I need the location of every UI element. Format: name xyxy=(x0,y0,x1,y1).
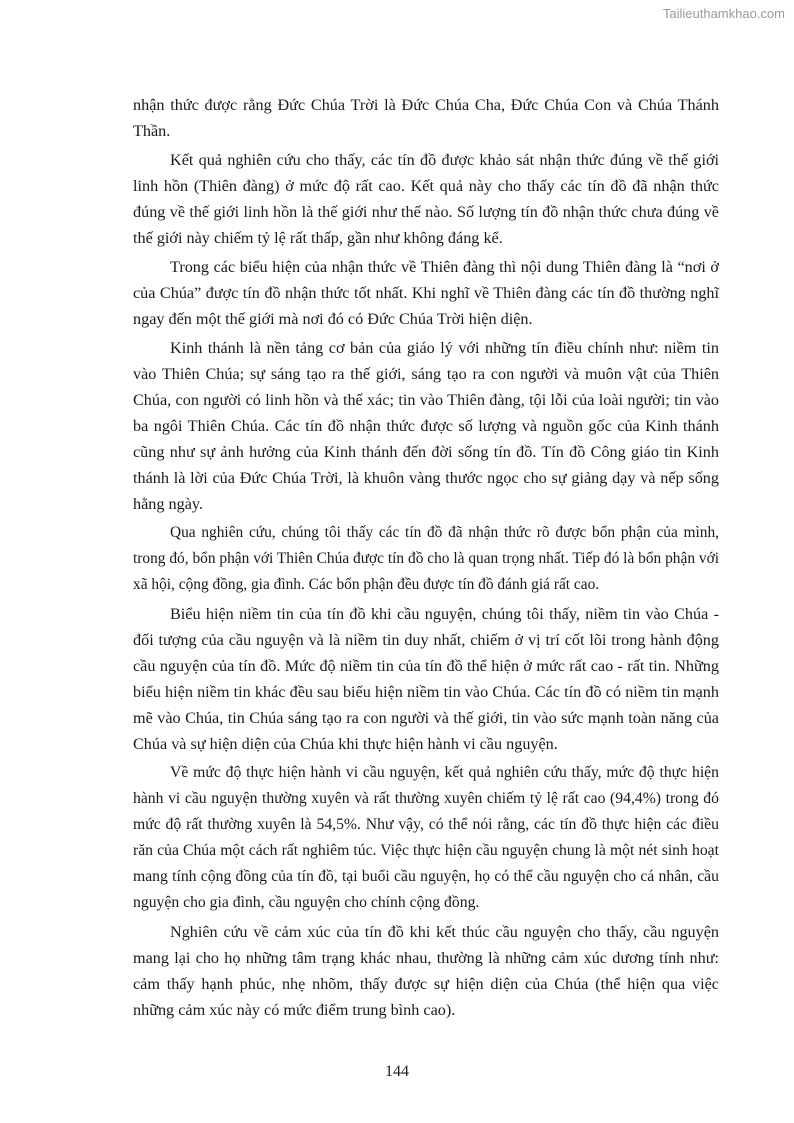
paragraph-3: Trong các biểu hiện của nhận thức về Thiên đàng thì nội dung Thiên đàng là “nơi ở của Chúa” được tín đồ nhận thức tốt nhất. Khi nghĩ về Thiên đàng các tín đồ thường nghĩ ngay đến một thế giới mà nơi đó có Đức Chúa Trời hiện diện. xyxy=(133,258,719,328)
paragraph-2: Kết quả nghiên cứu cho thấy, các tín đồ được khảo sát nhận thức đúng về thế giới linh hồn (Thiên đàng) ở mức độ rất cao. Kết quả này cho thấy các tín đồ đã nhận thức đúng về thế giới linh hồn là thế giới như thế nào. Số lượng tín đồ nhận thức chưa đúng về thế giới này chiếm tỷ lệ rất thấp, gần như không đáng kể. xyxy=(133,151,719,247)
paragraph-5: Qua nghiên cứu, chúng tôi thấy các tín đồ đã nhận thức rõ được bổn phận của mình, trong đó, bổn phận với Thiên Chúa được tín đồ cho là quan trọng nhất. Tiếp đó là bổn phận với xã hội, cộng đồng, gia đình. Các bổn phận đều được tín đồ đánh giá rất cao. xyxy=(133,524,719,593)
paragraph-7: Về mức độ thực hiện hành vi cầu nguyện, kết quả nghiên cứu thấy, mức độ thực hiện hành vi cầu nguyện thường xuyên và rất thường xuyên chiếm tỷ lệ rất cao (94,4%) trong đó mức độ rất thường xuyên là 54,5%. Như vậy, có thể nói rằng, các tín đồ thực hiện các điều răn của Chúa một cách rất nghiêm túc. Việc thực hiện cầu nguyện chung là một nét sinh hoạt mang tính cộng đồng của tín đồ, tại buổi cầu nguyện, họ có thể cầu nguyện cho cá nhân, cầu nguyện cho gia đình, cầu nguyện cho chính cộng đồng. xyxy=(133,764,719,911)
document-body xyxy=(133,92,719,1026)
page-number: 144 xyxy=(385,1063,409,1080)
watermark: Tailieuthamkhao.com xyxy=(662,6,785,21)
paragraph-4: Kinh thánh là nền tảng cơ bản của giáo lý với những tín điều chính như: niềm tin vào Thiên Chúa; sự sáng tạo ra thế giới, sáng tạo ra con người và muôn vật của Thiên Chúa, con người có linh hồn và thể xác; tin vào Thiên đàng, tội lỗi của loài người; tin vào ba ngôi Thiên Chúa. Các tín đồ nhận thức được số lượng và nguồn gốc của Kinh thánh cũng như sự ảnh hưởng của Kinh thánh đến đời sống tín đồ. Tín đồ Công giáo tin Kinh thánh là lời của Đức Chúa Trời, là khuôn vàng thước ngọc cho sự giảng dạy và nếp sống hằng ngày. xyxy=(133,339,719,513)
paragraph-8: Nghiên cứu về cảm xúc của tín đồ khi kết thúc cầu nguyện cho thấy, cầu nguyện mang lại cho họ những tâm trạng khác nhau, thường là những cảm xúc dương tính như: cảm thấy hạnh phúc, nhẹ nhõm, thấy được sự hiện diện của Chúa (thể hiện qua việc những cảm xúc này có mức điểm trung bình cao). xyxy=(133,923,719,1019)
paragraph-6: Biểu hiện niềm tin của tín đồ khi cầu nguyện, chúng tôi thấy, niềm tin vào Chúa - đối tượng của cầu nguyện và là niềm tin duy nhất, chiếm ở vị trí cốt lõi trong hành động cầu nguyện của tín đồ. Mức độ niềm tin của tín đồ thể hiện ở mức rất cao - rất tin. Những biểu hiện niềm tin khác đều sau biểu hiện niềm tin vào Chúa. Các tín đồ có niềm tin mạnh mẽ vào Chúa, tin Chúa sáng tạo ra con người và thế giới, tin vào sức mạnh toàn năng của Chúa và sự hiện diện của Chúa khi thực hiện hành vi cầu nguyện. xyxy=(133,605,719,753)
paragraph-1: nhận thức được rằng Đức Chúa Trời là Đức Chúa Cha, Đức Chúa Con và Chúa Thánh Thần. xyxy=(133,96,719,140)
